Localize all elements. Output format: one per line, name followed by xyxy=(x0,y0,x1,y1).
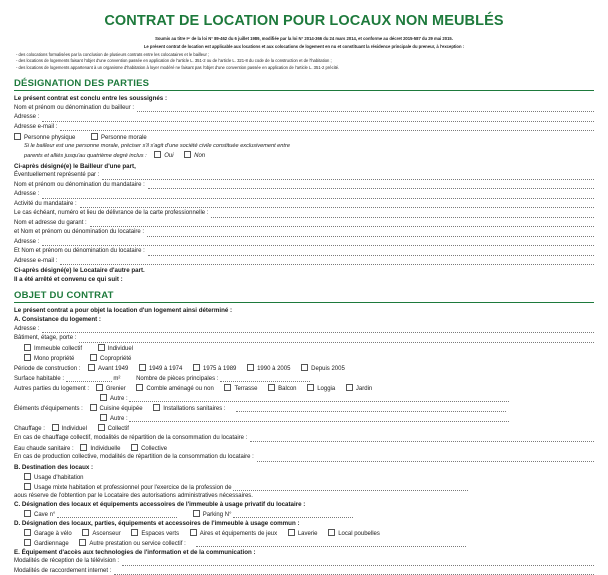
checkbox-aires-jeux[interactable] xyxy=(190,529,277,537)
checkbox-jardin[interactable] xyxy=(346,384,372,392)
checkbox-terrasse[interactable] xyxy=(224,384,257,392)
checkbox-box-icon[interactable] xyxy=(288,529,295,536)
field-label: Activité du mandataire : xyxy=(14,200,77,207)
field-eventuellement-represente[interactable] xyxy=(14,172,594,180)
field-input[interactable] xyxy=(90,219,594,227)
field-adresse-bailleur[interactable] xyxy=(14,114,594,122)
checkbox-eau-collective[interactable] xyxy=(131,444,167,452)
propriete-type-options xyxy=(14,354,594,362)
field-input[interactable] xyxy=(60,257,594,265)
checkbox-label: Individuelle xyxy=(90,445,121,452)
cave-input[interactable] xyxy=(57,510,177,518)
checkbox-label: Installations sanitaires : xyxy=(163,406,226,413)
checkbox-box-icon[interactable] xyxy=(346,384,353,391)
field-input[interactable] xyxy=(148,181,594,189)
checkbox-label: Copropriété xyxy=(100,356,132,363)
surface-input[interactable] xyxy=(66,374,112,382)
field-modalites-reception-tv[interactable] xyxy=(14,558,594,566)
checkbox-label: Avant 1949 xyxy=(98,366,129,373)
field-input[interactable] xyxy=(148,248,594,256)
checkbox-box-icon[interactable] xyxy=(91,133,98,140)
checkbox-box-icon[interactable] xyxy=(96,384,103,391)
field-label: Nom et prénom ou dénomination du bailleur : xyxy=(14,104,135,111)
field-input[interactable] xyxy=(122,558,594,566)
precision-text-line-1: Si le bailleur est une personne morale, préciser s'il s'agit d'une société civile constituée exclusivement entre xyxy=(24,142,290,149)
eau-chaude-label: Eau chaude sanitaire : xyxy=(14,445,74,452)
objet-c-title: C. Désignation des locaux et équipements accessoires de l'immeuble à usage privatif du locataire : xyxy=(14,500,306,508)
checkbox-cave[interactable] xyxy=(24,510,177,518)
checkbox-label: Autre prestation ou service collectif : xyxy=(89,540,186,547)
checkbox-box-icon[interactable] xyxy=(136,384,143,391)
field-label: Adresse e-mail : xyxy=(14,257,58,264)
field-label: En cas de production collective, modalités de répartition de la consommation du locataire : xyxy=(14,454,254,461)
checkbox-label: Parking N° xyxy=(202,511,232,518)
page-title: CONTRAT DE LOCATION POUR LOCAUX NON MEUBLÉS xyxy=(104,13,504,29)
checkbox-box-icon[interactable] xyxy=(90,354,97,361)
field-input[interactable] xyxy=(79,335,594,343)
field-label: En cas de chauffage collectif, modalités de répartition de la consommation du locataire : xyxy=(14,434,248,441)
autre2-input[interactable] xyxy=(129,414,509,422)
checkbox-label: Aires et équipements de jeux xyxy=(199,530,278,537)
elements-equipements-label: Éléments d'équipements : xyxy=(14,406,83,413)
checkbox-label: Collectif xyxy=(107,426,129,433)
field-label: Adresse : xyxy=(14,238,40,245)
objet-d-title: D. Désignation des locaux, parties, équipements et accessoires de l'immeuble à usage commun : xyxy=(14,519,300,527)
nb-pieces-input[interactable] xyxy=(220,374,310,382)
designation-lead: Le présent contrat est conclu entre les soussignés : xyxy=(14,95,168,103)
checkbox-box-icon[interactable] xyxy=(224,384,231,391)
checkbox-box-icon[interactable] xyxy=(153,404,160,411)
field-label: Bâtiment, étage, porte : xyxy=(14,335,77,342)
periode-construction-label xyxy=(14,366,80,372)
checkbox-label: Oui xyxy=(164,152,174,159)
checkbox-1990-2005[interactable] xyxy=(247,364,290,372)
field-input[interactable] xyxy=(257,454,594,462)
checkbox-box-icon[interactable] xyxy=(247,364,254,371)
field-label: Période de construction : xyxy=(14,366,81,373)
field-nom-prenom-bailleur[interactable] xyxy=(14,104,594,112)
autres-parties-autre-row xyxy=(14,394,594,402)
sous-reserve-text: aous réserve de l'obtention par le Locataire des autorisations administratives nécessaires. xyxy=(14,492,253,499)
ci-apres-locataire: Ci-après désigné(e) le Locataire d'autre part. xyxy=(14,267,145,275)
autres-parties-options xyxy=(14,384,594,392)
checkbox-parking[interactable] xyxy=(193,510,353,518)
surface-et-pieces xyxy=(14,374,594,382)
checkbox-box-icon[interactable] xyxy=(193,510,200,517)
field-nom-mandataire[interactable] xyxy=(14,181,594,189)
checkbox-box-icon[interactable] xyxy=(52,424,59,431)
checkbox-label: Immeuble collectif xyxy=(34,346,83,353)
checkbox-gardiennage[interactable] xyxy=(24,539,69,547)
checkbox-label: Comble aménagé ou non xyxy=(146,386,214,393)
field-batiment-etage-porte[interactable] xyxy=(14,335,594,343)
section-objet-du-contrat: OBJET DU CONTRAT xyxy=(14,290,594,303)
checkbox-label: Autre : xyxy=(110,416,128,423)
field-activite-mandataire[interactable] xyxy=(14,200,594,208)
checkbox-label: Depuis 2005 xyxy=(311,366,345,373)
checkbox-box-icon[interactable] xyxy=(268,384,275,391)
field-label: Le cas échéant, numéro et lieu de délivrance de la carte professionnelle : xyxy=(14,210,209,217)
checkbox-label: Loggia xyxy=(317,386,336,393)
checkbox-individuel[interactable] xyxy=(98,344,133,352)
checkbox-label: Personne morale xyxy=(101,134,147,141)
checkbox-ascenseur[interactable] xyxy=(82,529,120,537)
field-adresse-mandataire[interactable] xyxy=(14,191,594,199)
checkbox-box-icon[interactable] xyxy=(131,444,138,451)
checkbox-label: 1975 à 1989 xyxy=(203,366,237,373)
autre-prestation-input[interactable] xyxy=(196,539,466,547)
checkbox-box-icon[interactable] xyxy=(24,510,31,517)
objet-e-title: E. Équipement d'accès aux technologies de l'information et de la communication : xyxy=(14,548,256,556)
checkbox-label: Ascenseur xyxy=(92,530,121,537)
checkbox-box-icon[interactable] xyxy=(82,529,89,536)
nb-pieces-label: Nombre de pièces principales : xyxy=(136,376,219,383)
ci-apres-bailleur: Ci-après désigné(e) le Bailleur d'une part, xyxy=(14,162,136,170)
checkbox-box-icon[interactable] xyxy=(328,529,335,536)
field-label: et Nom et prénom ou dénomination du locataire : xyxy=(14,229,145,236)
field-input[interactable] xyxy=(147,229,594,237)
checkbox-non[interactable] xyxy=(184,151,205,161)
checkbox-personne-physique[interactable] xyxy=(14,133,75,141)
checkbox-label: 1949 à 1974 xyxy=(148,366,183,373)
checkbox-box-icon[interactable] xyxy=(100,394,107,401)
checkbox-box-icon[interactable] xyxy=(24,354,31,361)
surface-label: Surface habitable : xyxy=(14,376,65,383)
field-nom-adresse-garant[interactable] xyxy=(14,219,594,227)
precision-text-line-2 xyxy=(24,151,594,161)
checkbox-box-icon[interactable] xyxy=(98,344,105,351)
field-input[interactable] xyxy=(60,123,594,131)
field-label: Nom et adresse du garant : xyxy=(14,219,87,226)
precision-text-2: parents et alliés jusqu'au quatrième degré inclus : xyxy=(24,152,147,159)
parking-input[interactable] xyxy=(233,510,353,518)
autres-parties-label: Autres parties du logement : xyxy=(14,386,90,393)
field-label: Adresse : xyxy=(14,325,40,332)
objet-lead: Le présent contrat a pour objet la location d'un logement ainsi déterminé : xyxy=(14,307,233,315)
field-carte-professionnelle[interactable] xyxy=(14,210,594,218)
checkbox-copropriete[interactable] xyxy=(90,354,131,362)
checkbox-label: 1990 à 2005 xyxy=(257,366,291,373)
checkbox-mono-propriete[interactable] xyxy=(24,354,74,362)
field-input[interactable] xyxy=(42,238,594,246)
immeuble-type-options xyxy=(14,344,594,352)
elements-equipements-options xyxy=(14,404,594,412)
field-input[interactable] xyxy=(102,172,594,180)
checkbox-box-icon[interactable] xyxy=(24,483,31,490)
autre-input[interactable] xyxy=(129,394,509,402)
bailleur-type-options xyxy=(14,133,594,141)
checkbox-label: Cave n° xyxy=(34,511,56,518)
checkbox-immeuble-collectif[interactable] xyxy=(24,344,82,352)
field-logement-adresse[interactable] xyxy=(14,325,594,333)
legal-line-1: Soumis au titre Iᵉʳ de la loi N° 89-462 du 6 juillet 1989, modifiée par la loi N° 2014-366 du 24 mars 2014, et conforme au décret 2015-587 du 29 mai 2015. xyxy=(155,35,453,41)
checkbox-box-icon[interactable] xyxy=(154,151,161,158)
checkbox-label: Usage mixte habitation et professionnel pour l'exercice de la profession de xyxy=(34,484,232,491)
checkbox-box-icon[interactable] xyxy=(24,529,31,536)
field-modalites-internet[interactable] xyxy=(14,567,594,575)
objet-b-title: B. Destination des locaux : xyxy=(14,463,94,471)
checkbox-box-icon[interactable] xyxy=(14,133,21,140)
eau-chaude-options xyxy=(14,444,594,452)
field-adresse-email-locataire[interactable] xyxy=(14,257,594,265)
checkbox-label: Autre : xyxy=(110,396,128,403)
checkbox-box-icon[interactable] xyxy=(80,444,87,451)
checkbox-box-icon[interactable] xyxy=(98,424,105,431)
legal-bullet-3: - des locations de logements appartenant à un organisme d'habitation à loyer modéré ne faisant pas l'objet d'une convention passée en application de l'article L. 351-2 précité. xyxy=(16,64,340,70)
arrete-convenu: Il a été arrêté et convenu ce qui suit : xyxy=(14,276,123,284)
surface-unit: m² xyxy=(113,376,121,383)
checkbox-box-icon[interactable] xyxy=(24,344,31,351)
checkbox-label: Jardin xyxy=(355,386,373,393)
checkbox-label: Balcon xyxy=(278,386,297,393)
checkbox-avant-1949[interactable] xyxy=(88,364,128,372)
checkbox-label: Mono propriété xyxy=(34,356,75,363)
field-label: Modalités de raccordement internet : xyxy=(14,567,112,574)
field-label: Adresse e-mail : xyxy=(14,123,58,130)
field-input[interactable] xyxy=(42,325,594,333)
legal-line-2: Le présent contrat de location est applicable aux locations et aux colocations de logement en nu et constituant la résidence principale du preneur, à l'exception : xyxy=(143,44,465,50)
field-input[interactable] xyxy=(137,104,594,112)
field-label: Éventuellement représenté par : xyxy=(14,172,100,179)
field-et-nom-prenom-locataire[interactable] xyxy=(14,248,594,256)
checkbox-depuis-2005[interactable] xyxy=(301,364,345,372)
checkbox-laverie[interactable] xyxy=(288,529,318,537)
checkbox-comble-amenage[interactable] xyxy=(136,384,213,392)
checkbox-label: Personne physique xyxy=(24,134,76,141)
field-input[interactable] xyxy=(42,114,594,122)
checkbox-box-icon[interactable] xyxy=(193,364,200,371)
checkbox-label: Individuel xyxy=(61,426,87,433)
field-nom-prenom-locataire[interactable] xyxy=(14,229,594,237)
field-input[interactable] xyxy=(114,567,594,575)
installations-sanitaires-input[interactable] xyxy=(236,404,506,412)
checkbox-label: Garage à vélo xyxy=(34,530,72,537)
checkbox-loggia[interactable] xyxy=(307,384,335,392)
checkbox-label: Non xyxy=(194,152,206,159)
field-input[interactable] xyxy=(250,434,594,442)
checkbox-label: Grenier xyxy=(105,386,126,393)
checkbox-label: Laverie xyxy=(297,530,318,537)
field-input[interactable] xyxy=(80,200,594,208)
checkbox-box-icon[interactable] xyxy=(88,364,95,371)
checkbox-box-icon[interactable] xyxy=(131,529,138,536)
field-eau-collective-modalites[interactable] xyxy=(14,454,594,462)
section-designation-des-parties: DÉSIGNATION DES PARTIES xyxy=(14,78,594,91)
field-label: Adresse : xyxy=(14,114,40,121)
checkbox-box-icon[interactable] xyxy=(307,384,314,391)
checkbox-1975-1989[interactable] xyxy=(193,364,236,372)
commun-options-row-2 xyxy=(14,539,594,547)
commun-options-row-1 xyxy=(14,529,594,537)
elements-equipements-autre-row xyxy=(14,414,594,422)
field-adresse-email-bailleur[interactable] xyxy=(14,123,594,131)
checkbox-oui[interactable] xyxy=(154,151,173,161)
field-label: Et Nom et prénom ou dénomination du locataire : xyxy=(14,248,145,255)
field-input[interactable] xyxy=(42,191,594,199)
checkbox-box-icon[interactable] xyxy=(79,539,86,546)
checkbox-label: Cuisine équipée xyxy=(99,406,143,413)
checkbox-chauffage-individuel[interactable] xyxy=(52,424,87,432)
checkbox-box-icon[interactable] xyxy=(190,529,197,536)
chauffage-options xyxy=(14,424,594,432)
checkbox-label: Individuel xyxy=(107,346,134,353)
legal-bullet-1: - des colocations formalisées par la conclusion de plusieurs contrats entre les colocataires et le bailleur ; xyxy=(16,52,210,58)
checkbox-espaces-verts[interactable] xyxy=(131,529,179,537)
field-chauffage-collectif-modalites[interactable] xyxy=(14,434,594,442)
field-label: Modalités de réception de la télévision : xyxy=(14,558,120,565)
usage-mixte-row xyxy=(14,483,594,491)
legal-bullet-2: - des locations de logements faisant l'objet d'une convention passée en application de l'article L. 351-2 ou de l'article L. 321-8 du code de la construction et de l'habitation ; xyxy=(16,58,332,64)
chauffage-label: Chauffage : xyxy=(14,426,45,433)
checkbox-personne-morale[interactable] xyxy=(91,133,147,141)
objet-a-title: A. Consistance du logement : xyxy=(14,316,101,324)
checkbox-label: Collective xyxy=(141,445,168,452)
field-input[interactable] xyxy=(211,210,594,218)
checkbox-eau-individuelle[interactable] xyxy=(80,444,120,452)
checkbox-label: Usage d'habitation xyxy=(34,474,84,481)
checkbox-box-icon[interactable] xyxy=(100,414,107,421)
checkbox-local-poubelles[interactable] xyxy=(328,529,380,537)
checkbox-box-icon[interactable] xyxy=(90,404,97,411)
checkbox-chauffage-collectif[interactable] xyxy=(98,424,129,432)
checkbox-box-icon[interactable] xyxy=(139,364,146,371)
checkbox-installations-sanitaires[interactable] xyxy=(153,404,225,412)
periode-construction-options xyxy=(14,364,594,372)
checkbox-box-icon[interactable] xyxy=(301,364,308,371)
cave-parking-row xyxy=(14,510,594,518)
usage-mixte-input[interactable] xyxy=(233,483,468,491)
field-label: Nom et prénom ou dénomination du mandataire : xyxy=(14,181,145,188)
checkbox-grenier[interactable] xyxy=(96,384,126,392)
checkbox-garage-velo[interactable] xyxy=(24,529,72,537)
checkbox-box-icon[interactable] xyxy=(24,539,31,546)
checkbox-autre-prestation[interactable] xyxy=(79,539,185,547)
checkbox-label: Local poubelles xyxy=(338,530,380,537)
field-label: Adresse : xyxy=(14,191,40,198)
checkbox-label: Terrasse xyxy=(234,386,258,393)
checkbox-cuisine-equipee[interactable] xyxy=(90,404,143,412)
field-adresse-locataire[interactable] xyxy=(14,238,594,246)
checkbox-label: Espaces verts xyxy=(141,530,180,537)
checkbox-balcon[interactable] xyxy=(268,384,296,392)
checkbox-label: Gardiennage xyxy=(34,540,69,547)
usage-habitation-row xyxy=(14,473,594,481)
checkbox-box-icon[interactable] xyxy=(184,151,191,158)
checkbox-box-icon[interactable] xyxy=(24,473,31,480)
checkbox-1949-1974[interactable] xyxy=(139,364,182,372)
